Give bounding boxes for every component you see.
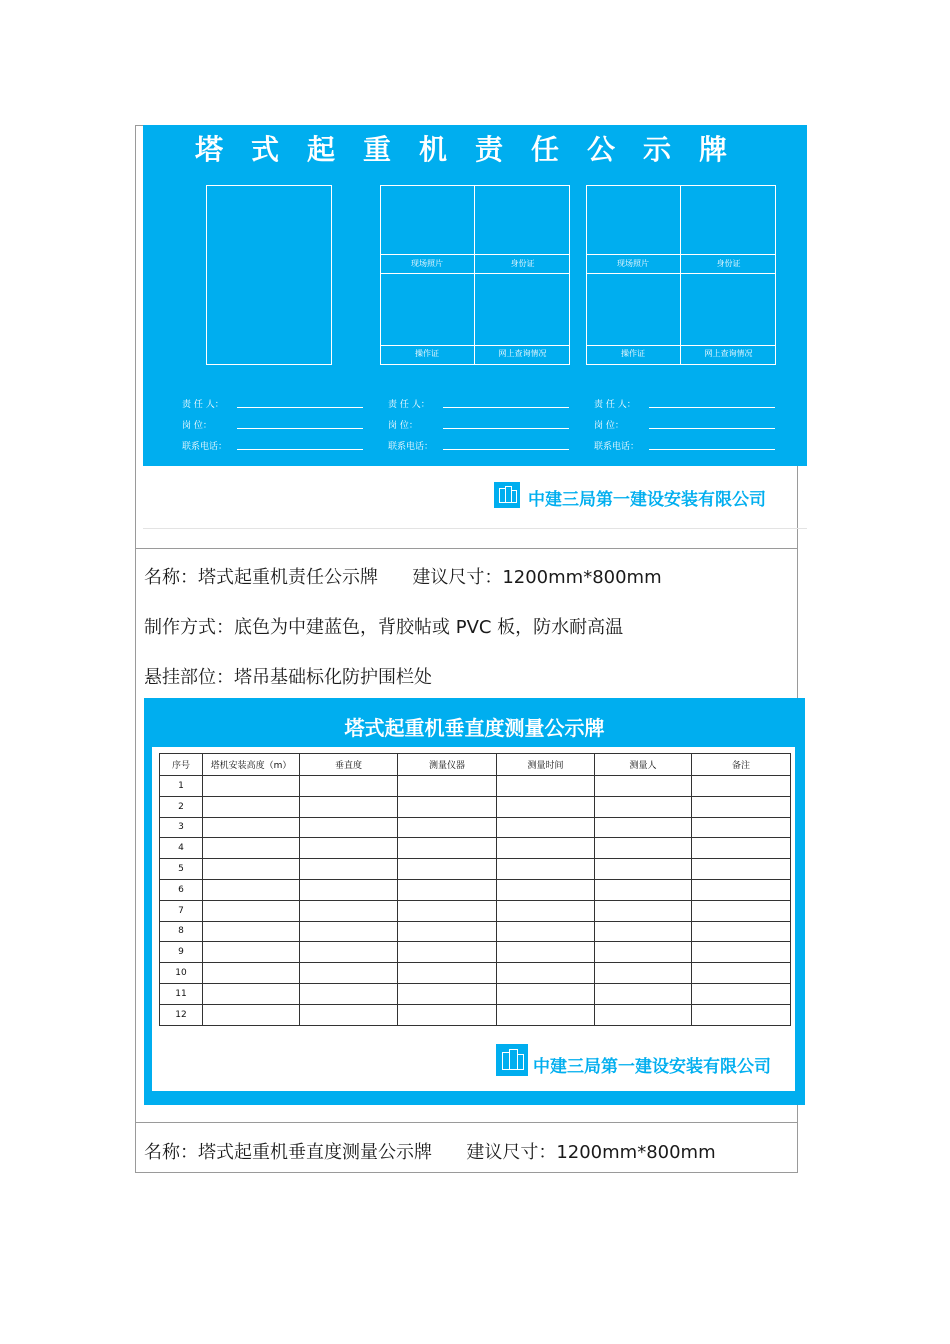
table-row — [160, 859, 791, 880]
table-cell — [300, 921, 398, 942]
table-cell — [692, 900, 791, 921]
table-cell — [203, 942, 300, 963]
table-cell — [595, 983, 692, 1004]
table-cell — [595, 838, 692, 859]
table-cell — [692, 1004, 791, 1025]
table-cell — [692, 921, 791, 942]
field-label-responsible: 责 任 人： — [182, 400, 224, 410]
divider — [380, 345, 570, 346]
table-cell — [398, 838, 497, 859]
table-cell — [497, 921, 595, 942]
table-cell — [595, 776, 692, 797]
table-row — [160, 1004, 791, 1025]
column-header: 备注 — [692, 754, 791, 776]
table-cell — [398, 983, 497, 1004]
column-header: 测量时间 — [497, 754, 595, 776]
table-cell — [692, 942, 791, 963]
field-label-phone: 联系电话： — [594, 442, 640, 452]
separator-line — [135, 1122, 798, 1123]
table-cell — [595, 879, 692, 900]
table-row — [160, 983, 791, 1004]
table-cell — [300, 942, 398, 963]
fill-line — [443, 449, 569, 450]
table-cell — [398, 942, 497, 963]
row-number: 9 — [160, 942, 203, 963]
table-cell — [692, 879, 791, 900]
cell-label-photo: 现场照片 — [617, 259, 649, 268]
table-cell — [300, 983, 398, 1004]
table-cell — [692, 983, 791, 1004]
table-cell — [497, 859, 595, 880]
field-label-position: 岗 位： — [182, 421, 212, 431]
column-header: 测量仪器 — [398, 754, 497, 776]
table-cell — [595, 900, 692, 921]
fill-line — [443, 407, 569, 408]
table-header-row — [160, 754, 791, 776]
field-label-position: 岗 位： — [594, 421, 624, 431]
divider — [680, 185, 681, 365]
table-cell — [203, 838, 300, 859]
company-name: 中建三局第一建设安装有限公司 — [528, 490, 766, 510]
cell-label-id-card: 身份证 — [510, 259, 535, 268]
row-number: 5 — [160, 859, 203, 880]
cscec-logo-icon — [496, 1044, 528, 1076]
field-label-responsible: 责 任 人： — [594, 400, 636, 410]
cell-label-online-query: 网上查询情况 — [704, 349, 753, 358]
table-cell — [300, 817, 398, 838]
table-cell — [497, 1004, 595, 1025]
fill-line — [237, 428, 363, 429]
company-name: 中建三局第一建设安装有限公司 — [533, 1057, 771, 1077]
table-cell — [203, 817, 300, 838]
row-number: 1 — [160, 776, 203, 797]
table-cell — [300, 796, 398, 817]
row-number: 7 — [160, 900, 203, 921]
table-cell — [300, 963, 398, 984]
table-cell — [203, 921, 300, 942]
table-cell — [398, 817, 497, 838]
table-cell — [398, 859, 497, 880]
table-cell — [398, 879, 497, 900]
table-row — [160, 796, 791, 817]
table-cell — [203, 900, 300, 921]
table-cell — [595, 859, 692, 880]
table-cell — [300, 859, 398, 880]
table-cell — [398, 921, 497, 942]
table-cell — [692, 963, 791, 984]
table-row — [160, 921, 791, 942]
table-cell — [692, 796, 791, 817]
table-cell — [692, 859, 791, 880]
table-cell — [203, 859, 300, 880]
table-row — [160, 900, 791, 921]
info-mount-location: 悬挂部位：塔吊基础标化防护围栏处 — [144, 667, 432, 688]
table-cell — [300, 879, 398, 900]
table-cell — [203, 1004, 300, 1025]
field-label-phone: 联系电话： — [182, 442, 228, 452]
row-number: 12 — [160, 1004, 203, 1025]
table-cell — [497, 838, 595, 859]
table-cell — [398, 1004, 497, 1025]
row-number: 4 — [160, 838, 203, 859]
table-cell — [203, 879, 300, 900]
table-row — [160, 838, 791, 859]
separator-line — [135, 548, 798, 549]
table-cell — [692, 776, 791, 797]
fill-line — [237, 407, 363, 408]
table-cell — [398, 963, 497, 984]
row-number: 6 — [160, 879, 203, 900]
info-production-method: 制作方式：底色为中建蓝色，背胶帖或 PVC 板，防水耐高温 — [144, 617, 624, 638]
table-cell — [398, 900, 497, 921]
photo-placeholder — [206, 185, 332, 365]
table-cell — [497, 817, 595, 838]
table-cell — [595, 796, 692, 817]
info-name-size: 名称：塔式起重机垂直度测量公示牌 建议尺寸：1200mm*800mm — [144, 1142, 716, 1163]
field-label-phone: 联系电话： — [388, 442, 434, 452]
table-row — [160, 963, 791, 984]
table-cell — [398, 796, 497, 817]
row-number: 11 — [160, 983, 203, 1004]
verticality-board-title: 塔式起重机垂直度测量公示牌 — [344, 716, 605, 740]
cell-label-operation-cert: 操作证 — [621, 349, 645, 358]
table-cell — [497, 776, 595, 797]
person-card-group — [380, 185, 570, 365]
cell-label-photo: 现场照片 — [411, 259, 443, 268]
table-cell — [203, 963, 300, 984]
table-cell — [595, 963, 692, 984]
field-label-responsible: 责 任 人： — [388, 400, 430, 410]
row-number: 8 — [160, 921, 203, 942]
table-cell — [595, 817, 692, 838]
table-cell — [203, 983, 300, 1004]
cell-label-online-query: 网上查询情况 — [498, 349, 547, 358]
fill-line — [237, 449, 363, 450]
table-cell — [300, 838, 398, 859]
divider — [474, 185, 475, 365]
cscec-logo-icon — [494, 482, 520, 508]
person-card-group — [586, 185, 776, 365]
fill-line — [443, 428, 569, 429]
divider — [586, 273, 776, 274]
fill-line — [649, 449, 775, 450]
table-cell — [497, 796, 595, 817]
table-cell — [300, 776, 398, 797]
table-cell — [398, 776, 497, 797]
table-cell — [203, 776, 300, 797]
cell-label-id-card: 身份证 — [716, 259, 741, 268]
table-row — [160, 879, 791, 900]
measurement-table — [159, 753, 791, 1026]
table-row — [160, 942, 791, 963]
divider — [586, 254, 776, 255]
table-cell — [497, 983, 595, 1004]
column-header: 测量人 — [595, 754, 692, 776]
row-number: 2 — [160, 796, 203, 817]
row-number: 10 — [160, 963, 203, 984]
responsibility-board-title: 塔式起重机责任公示牌 — [194, 133, 755, 166]
table-cell — [497, 963, 595, 984]
table-cell — [497, 879, 595, 900]
column-header: 垂直度 — [300, 754, 398, 776]
divider — [586, 345, 776, 346]
column-header: 序号 — [160, 754, 203, 776]
table-cell — [692, 817, 791, 838]
divider — [380, 273, 570, 274]
table-cell — [595, 1004, 692, 1025]
table-cell — [497, 942, 595, 963]
table-row — [160, 776, 791, 797]
row-number: 3 — [160, 817, 203, 838]
separator-line — [143, 528, 807, 529]
fill-line — [649, 428, 775, 429]
table-cell — [595, 942, 692, 963]
table-row — [160, 817, 791, 838]
cell-label-operation-cert: 操作证 — [415, 349, 439, 358]
table-cell — [595, 921, 692, 942]
table-cell — [300, 900, 398, 921]
table-cell — [692, 838, 791, 859]
column-header: 塔机安装高度（m） — [203, 754, 300, 776]
table-cell — [497, 900, 595, 921]
fill-line — [649, 407, 775, 408]
divider — [380, 254, 570, 255]
table-cell — [203, 796, 300, 817]
info-name-size: 名称：塔式起重机责任公示牌 建议尺寸：1200mm*800mm — [144, 567, 662, 588]
field-label-position: 岗 位： — [388, 421, 418, 431]
table-cell — [300, 1004, 398, 1025]
